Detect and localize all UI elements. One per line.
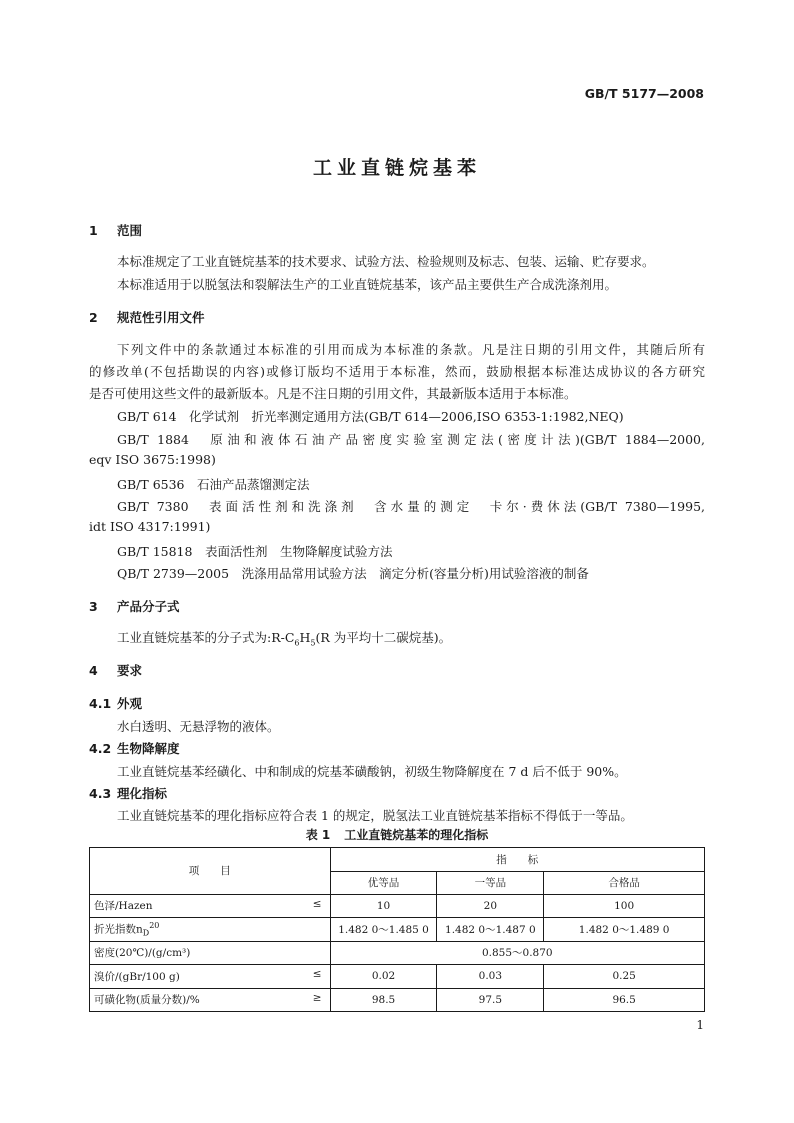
row-item-label <box>90 941 331 965</box>
row-item-text: 可磺化物(质量分数)/% <box>94 994 200 1007</box>
physchem-table <box>89 847 705 1012</box>
document-title: 工业直链烷基苯 <box>312 157 481 179</box>
reference-gbt-7380: GB/T 7380 表面活性剂和洗涤剂 含水量的测定 卡尔·费休法(GB/T 7380—1995, <box>117 499 705 514</box>
row-item-label <box>90 894 331 918</box>
header-index-cell: 指 标 <box>330 848 704 872</box>
table-row <box>90 965 705 989</box>
section-number: 4 <box>89 663 98 678</box>
section-4-heading <box>89 661 142 679</box>
row-item-text: 溴价/(gBr/100 g) <box>94 970 180 983</box>
table-cell: 98.5 <box>330 988 437 1012</box>
physchem-text: 工业直链烷基苯的理化指标应符合表 1 的规定，脱氢法工业直链烷基苯指标不得低于一等品。 <box>117 808 633 823</box>
section-title: 理化指标 <box>117 786 168 801</box>
molecular-formula <box>117 628 451 648</box>
row-item-label <box>90 918 331 942</box>
formula-prefix: 工业直链烷基苯的分子式为:R-C <box>117 630 295 645</box>
formula-h: H <box>299 630 311 645</box>
table-cell: 0.25 <box>544 965 705 989</box>
table-label: 表 1 <box>305 828 331 842</box>
row-item-text: 折光指数n <box>94 923 143 936</box>
table-cell: 1.482 0～1.485 0 <box>330 918 437 942</box>
section-number: 2 <box>89 310 98 325</box>
grade-qualified: 合格品 <box>544 871 705 894</box>
table-cell: 1.482 0～1.487 0 <box>437 918 544 942</box>
scope-paragraph-1: 本标准规定了工业直链烷基苯的技术要求、试验方法、检验规则及标志、包装、运输、贮存要求。 <box>117 254 655 269</box>
table-cell: 96.5 <box>544 988 705 1012</box>
appearance-text: 水白透明、无悬浮物的液体。 <box>117 719 280 734</box>
reference-qbt-2739: QB/T 2739—2005 洗涤用品常用试验方法 滴定分析(容量分析)用试验溶液的制备 <box>117 566 589 581</box>
section-title: 规范性引用文件 <box>117 310 205 325</box>
section-title: 要求 <box>117 663 143 678</box>
section-4-3-heading <box>89 784 167 802</box>
grade-premium: 优等品 <box>330 871 437 894</box>
reference-gbt-1884: GB/T 1884 原油和液体石油产品密度实验室测定法(密度计法)(GB/T 1884—2000, <box>117 432 705 447</box>
table-caption <box>0 826 794 843</box>
table-cell: 10 <box>330 894 437 918</box>
section-number: 4.1 <box>89 696 112 711</box>
row-item-subscript: D <box>142 928 150 938</box>
row-item-label <box>90 988 331 1012</box>
row-item-label <box>90 965 331 989</box>
section-title: 产品分子式 <box>117 599 180 614</box>
table-cell: 0.02 <box>330 965 437 989</box>
row-item-superscript: 20 <box>149 920 160 930</box>
scope-paragraph-2: 本标准适用于以脱氢法和裂解法生产的工业直链烷基苯，该产品主要供生产合成洗涤剂用。 <box>117 277 618 292</box>
section-4-1-heading <box>89 694 142 712</box>
section-title: 外观 <box>117 696 143 711</box>
table-row <box>90 941 705 965</box>
reference-gbt-7380-cont: idt ISO 4317:1991) <box>89 519 211 534</box>
formula-suffix: (R 为平均十二碳烷基)。 <box>315 630 452 645</box>
formula-subscript-h: 5 <box>310 638 316 648</box>
references-intro-line-3: 是否可使用这些文件的最新版本。凡是不注日期的引用文件，其最新版本适用于本标准。 <box>89 386 577 401</box>
section-4-2-heading <box>89 739 180 757</box>
table-cell: 100 <box>544 894 705 918</box>
table-row <box>90 918 705 942</box>
table-header-row <box>90 848 705 872</box>
section-number: 4.2 <box>89 741 112 756</box>
grade-first: 一等品 <box>437 871 544 894</box>
table-row <box>90 894 705 918</box>
biodegradability-text: 工业直链烷基苯经磺化、中和制成的烷基苯磺酸钠，初级生物降解度在 7 d 后不低于 90%。 <box>117 764 627 779</box>
section-title: 生物降解度 <box>117 741 180 756</box>
table-cell-merged: 0.855～0.870 <box>330 941 704 965</box>
section-number: 4.3 <box>89 786 112 801</box>
table-cell: 20 <box>437 894 544 918</box>
reference-gbt-6536: GB/T 6536 石油产品蒸馏测定法 <box>117 477 310 492</box>
comparison-symbol: ≤ <box>312 897 322 910</box>
section-title: 范围 <box>117 223 143 238</box>
reference-gbt-15818: GB/T 15818 表面活性剂 生物降解度试验方法 <box>117 544 393 559</box>
reference-gbt-1884-cont: eqv ISO 3675:1998) <box>89 452 216 467</box>
table-title: 工业直链烷基苯的理化指标 <box>344 828 489 842</box>
section-3-heading <box>89 597 180 615</box>
section-2-heading <box>89 308 205 326</box>
comparison-symbol: ≥ <box>312 991 322 1004</box>
table-cell: 1.482 0～1.489 0 <box>544 918 705 942</box>
formula-subscript-c: 6 <box>294 638 300 648</box>
section-number: 1 <box>89 223 98 238</box>
row-item-text: 密度(20℃)/(g/cm³) <box>94 947 191 960</box>
table-cell: 0.03 <box>437 965 544 989</box>
section-number: 3 <box>89 599 98 614</box>
reference-gbt-614: GB/T 614 化学试剂 折光率测定通用方法(GB/T 614—2006,ISO 6353-1:1982,NEQ) <box>117 409 624 424</box>
references-intro-line-1: 下列文件中的条款通过本标准的引用而成为本标准的条款。凡是注日期的引用文件，其随后所有 <box>117 342 705 357</box>
page-number: 1 <box>696 1018 704 1032</box>
standard-number: GB/T 5177—2008 <box>584 86 704 101</box>
header-item-cell: 项 目 <box>90 848 331 895</box>
section-1-heading <box>89 221 142 239</box>
comparison-symbol: ≤ <box>312 968 322 980</box>
row-item-text: 色泽/Hazen <box>94 900 153 913</box>
table-row <box>90 988 705 1012</box>
table-cell: 97.5 <box>437 988 544 1012</box>
references-intro-line-2: 的修改单(不包括勘误的内容)或修订版均不适用于本标准，然而，鼓励根据本标准达成协议的各方研究 <box>89 364 705 379</box>
